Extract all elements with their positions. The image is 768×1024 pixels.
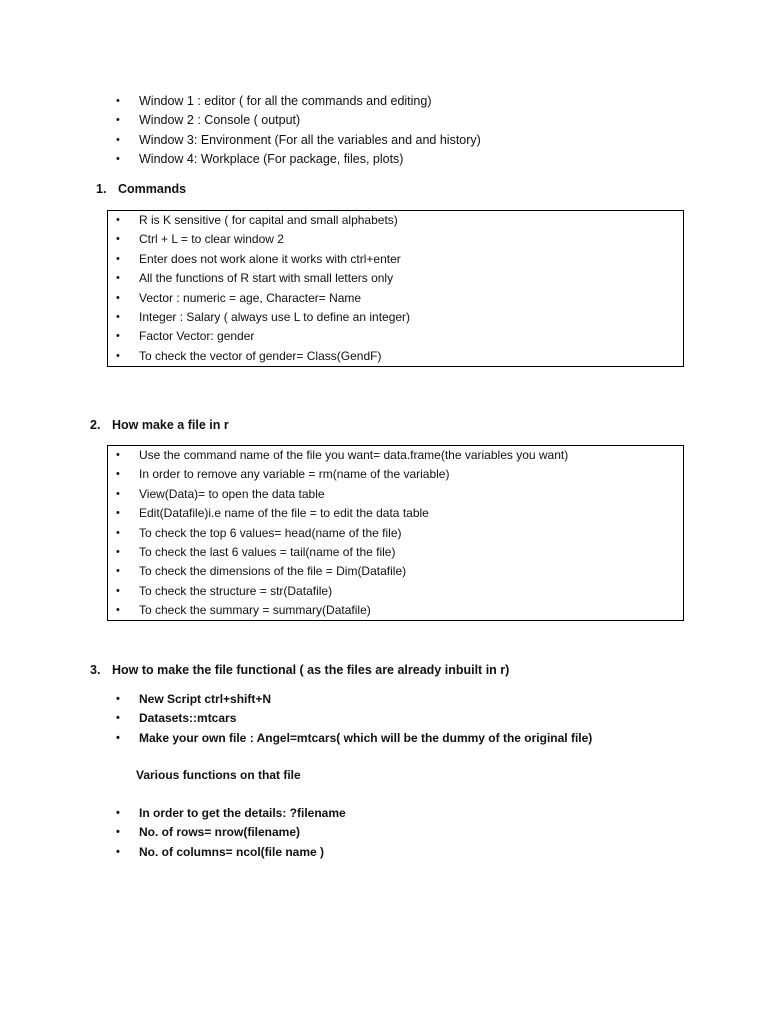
- intro-list: [112, 92, 481, 170]
- list-item-text: Enter does not work alone it works with ctrl+enter: [139, 251, 401, 266]
- list-item: [112, 150, 481, 169]
- list-item: [112, 582, 568, 601]
- list-item: [112, 111, 481, 130]
- bullet-icon: •: [116, 826, 120, 839]
- section-number: 3.: [90, 663, 101, 677]
- bullet-icon: •: [116, 487, 120, 500]
- make-file-box: [107, 445, 684, 621]
- list-item-text: In order to remove any variable = rm(name of the variable): [139, 467, 450, 482]
- bullet-icon: •: [116, 693, 120, 705]
- list-item: [112, 729, 592, 748]
- list-item: [112, 562, 568, 581]
- list-item-text: To check the last 6 values = tail(name of the file): [139, 544, 396, 559]
- list-item-text: All the functions of R start with small letters only: [139, 271, 394, 286]
- bullet-icon: •: [116, 133, 120, 146]
- list-item-text: To check the dimensions of the file = Dim(Datafile): [139, 564, 407, 579]
- list-item: [112, 230, 410, 249]
- bullet-icon: •: [116, 114, 120, 127]
- bullet-icon: •: [116, 731, 120, 744]
- bullet-icon: •: [116, 291, 120, 304]
- commands-box: [107, 210, 684, 367]
- list-item: [112, 823, 346, 842]
- commands-list: [112, 211, 410, 366]
- bullet-icon: •: [116, 233, 120, 246]
- list-item: [112, 446, 568, 465]
- list-item: [112, 327, 410, 346]
- bullet-icon: •: [116, 545, 120, 558]
- list-item: [112, 804, 346, 823]
- list-item-text: Make your own file : Angel=mtcars( which will be the dummy of the original file): [139, 730, 593, 745]
- list-item: [112, 524, 568, 543]
- list-item-text: Use the command name of the file you want= data.frame(the variables you want): [139, 448, 569, 462]
- list-item: [112, 289, 410, 308]
- list-item-text: To check the structure = str(Datafile): [139, 583, 333, 598]
- list-item: [112, 601, 568, 620]
- list-item: [112, 250, 410, 269]
- functions-subheading: Various functions on that file: [136, 768, 301, 782]
- list-item-text: To check the vector of gender= Class(GendF): [139, 348, 382, 363]
- bullet-icon: •: [116, 712, 120, 725]
- list-item-text: Window 1 : editor ( for all the commands and editing): [139, 94, 432, 108]
- bullet-icon: •: [116, 565, 120, 578]
- section-title: Commands: [118, 182, 187, 196]
- bullet-icon: •: [116, 507, 120, 520]
- functional-file-list: [112, 690, 592, 748]
- section-number: 1.: [96, 182, 107, 196]
- list-item: [112, 709, 592, 728]
- list-item: [112, 92, 481, 111]
- bullet-icon: •: [116, 468, 120, 481]
- list-item: [112, 690, 592, 709]
- bullet-icon: •: [116, 349, 120, 362]
- list-item-text: Factor Vector: gender: [139, 329, 255, 344]
- bullet-icon: •: [116, 807, 120, 819]
- list-item-text: No. of columns= ncol(file name ): [139, 844, 325, 859]
- list-item-text: Window 3: Environment (For all the variables and and history): [139, 132, 481, 147]
- bullet-icon: •: [116, 845, 120, 858]
- list-item: [112, 485, 568, 504]
- bullet-icon: •: [116, 252, 120, 265]
- list-item-text: To check the top 6 values= head(name of the file): [139, 525, 402, 540]
- section-number: 2.: [90, 418, 101, 432]
- list-item: [112, 465, 568, 484]
- functions-list: [112, 804, 346, 862]
- bullet-icon: •: [116, 584, 120, 597]
- list-item-text: New Script ctrl+shift+N: [139, 692, 272, 706]
- section1-heading: [96, 179, 186, 199]
- make-file-list: [112, 446, 568, 621]
- bullet-icon: •: [116, 214, 120, 226]
- list-item: [112, 269, 410, 288]
- list-item-text: Vector : numeric = age, Character= Name: [139, 290, 362, 305]
- list-item: [112, 543, 568, 562]
- list-item-text: To check the summary = summary(Datafile): [139, 603, 371, 618]
- bullet-icon: •: [116, 95, 120, 107]
- list-item-text: Ctrl + L = to clear window 2: [139, 232, 284, 247]
- list-item-text: View(Data)= to open the data table: [139, 486, 325, 501]
- bullet-icon: •: [116, 449, 120, 461]
- list-item-text: In order to get the details: ?filename: [139, 806, 346, 820]
- list-item-text: Window 4: Workplace (For package, files, plots): [139, 152, 404, 167]
- list-item-text: No. of rows= nrow(filename): [139, 825, 301, 840]
- section2-heading: [90, 415, 229, 435]
- bullet-icon: •: [116, 526, 120, 539]
- list-item: [112, 131, 481, 150]
- bullet-icon: •: [116, 330, 120, 343]
- bullet-icon: •: [116, 604, 120, 617]
- list-item: [112, 843, 346, 862]
- bullet-icon: •: [116, 272, 120, 285]
- bullet-icon: •: [116, 310, 120, 323]
- list-item: [112, 308, 410, 327]
- section3-heading: [90, 660, 509, 680]
- list-item: [112, 504, 568, 523]
- list-item-text: Window 2 : Console ( output): [139, 113, 301, 128]
- list-item: [112, 211, 410, 230]
- list-item: [112, 347, 410, 366]
- list-item-text: Datasets::mtcars: [139, 711, 237, 726]
- bullet-icon: •: [116, 153, 120, 166]
- list-item-text: Integer : Salary ( always use L to define an integer): [139, 309, 411, 324]
- section-title: How make a file in r: [112, 418, 229, 432]
- list-item-text: Edit(Datafile)i.e name of the file = to edit the data table: [139, 506, 429, 521]
- list-item-text: R is K sensitive ( for capital and small alphabets): [139, 213, 398, 227]
- section-title: How to make the file functional ( as the files are already inbuilt in r): [112, 663, 510, 677]
